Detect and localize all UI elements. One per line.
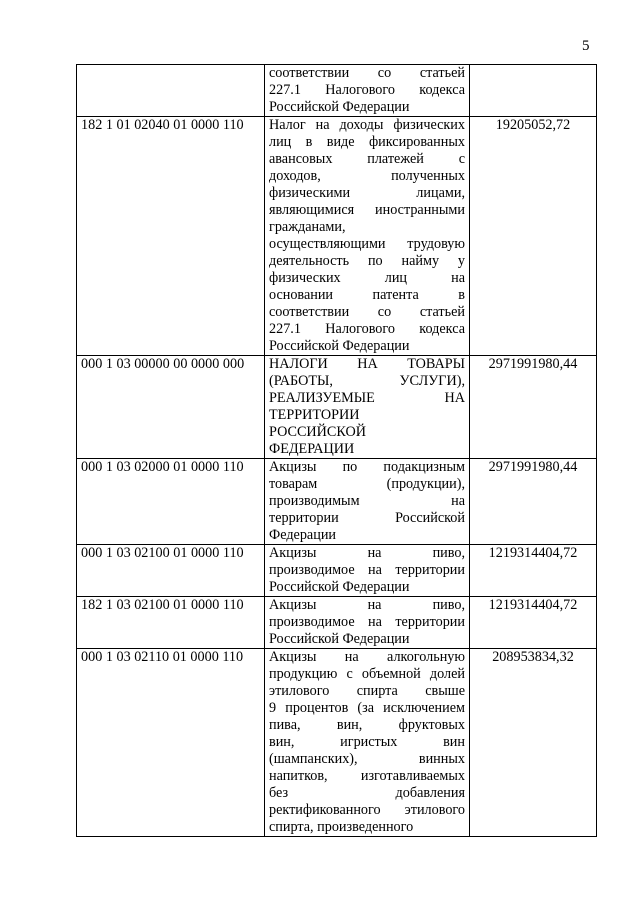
revenue-name-line: продукцию с объемной долей [269,666,465,682]
revenue-name-line: осуществляющими трудовую [269,236,465,252]
table-row [77,356,597,459]
revenue-name-line: пива, вин, фруктовых [269,717,465,733]
revenue-name-line: производимым на [269,493,465,509]
revenue-name-line: Российской Федерации [269,579,410,595]
revenue-name-line: НАЛОГИ НА ТОВАРЫ [269,356,465,372]
revenue-name-line: Российской Федерации [269,99,410,115]
revenue-name-line: спирта, произведенного [269,819,414,835]
revenue-name-line: РЕАЛИЗУЕМЫЕ НА [269,390,465,406]
revenue-name-line: Акцизы по подакцизным [269,459,465,475]
budget-code-cell: 000 1 03 02100 01 0000 110 [77,545,265,597]
revenue-name-line: вин, игристых вин [269,734,465,750]
budget-revenue-table [76,64,597,837]
table-row [77,545,597,597]
revenue-name-line: Акцизы на алкогольную [269,649,465,665]
revenue-name-cell [265,459,470,545]
revenue-name-line: ФЕДЕРАЦИИ [269,441,355,457]
revenue-name-line: (РАБОТЫ, УСЛУГИ), [269,373,465,389]
revenue-name-cell [265,65,470,117]
budget-code-cell: 000 1 03 00000 00 0000 000 [77,356,265,459]
amount-cell: 19205052,72 [470,117,597,356]
revenue-name-line: физических лиц на [269,270,465,286]
revenue-name-cell [265,117,470,356]
table-row [77,65,597,117]
budget-code-cell: 000 1 03 02110 01 0000 110 [77,649,265,837]
revenue-name-line: без добавления [269,785,465,801]
revenue-name-cell [265,649,470,837]
revenue-name-line: производимое на территории [269,562,465,578]
revenue-name-line: производимое на территории [269,614,465,630]
revenue-name-line: Налог на доходы физических [269,117,465,133]
amount-cell: 2971991980,44 [470,356,597,459]
amount-cell: 208953834,32 [470,649,597,837]
revenue-name-cell [265,545,470,597]
table-row [77,597,597,649]
revenue-name-line: Акцизы на пиво, [269,545,465,561]
revenue-name-line: соответствии со статьей [269,65,465,81]
revenue-name-line: являющимися иностранными [269,202,465,218]
amount-cell: 1219314404,72 [470,597,597,649]
revenue-name-line: ТЕРРИТОРИИ [269,407,360,423]
budget-code-cell: 182 1 03 02100 01 0000 110 [77,597,265,649]
revenue-name-line: 227.1 Налогового кодекса [269,321,465,337]
revenue-name-line: деятельность по найму у [269,253,465,269]
revenue-name-line: Акцизы на пиво, [269,597,465,613]
revenue-name-line: (шампанских), винных [269,751,465,767]
revenue-name-line: ректификованного этилового [269,802,465,818]
table-row [77,649,597,837]
revenue-name-cell [265,356,470,459]
revenue-name-line: гражданами, [269,219,346,235]
revenue-name-line: лиц в виде фиксированных [269,134,465,150]
revenue-name-line: 227.1 Налогового кодекса [269,82,465,98]
table-row [77,117,597,356]
revenue-name-line: авансовых платежей с [269,151,465,167]
amount-cell: 2971991980,44 [470,459,597,545]
page-number: 5 [582,38,590,54]
revenue-name-line: Российской Федерации [269,338,410,354]
revenue-name-line: напитков, изготавливаемых [269,768,465,784]
revenue-name-line: РОССИЙСКОЙ [269,424,366,440]
revenue-name-line: основании патента в [269,287,465,303]
revenue-name-cell [265,597,470,649]
revenue-name-line: доходов, полученных [269,168,465,184]
revenue-name-line: этилового спирта свыше [269,683,465,699]
revenue-name-line: товарам (продукции), [269,476,465,492]
table-row [77,459,597,545]
revenue-name-line: соответствии со статьей [269,304,465,320]
amount-cell [470,65,597,117]
revenue-name-line: Российской Федерации [269,631,410,647]
revenue-name-line: 9 процентов (за исключением [269,700,465,716]
revenue-name-line: Федерации [269,527,337,543]
amount-cell: 1219314404,72 [470,545,597,597]
revenue-name-line: физическими лицами, [269,185,465,201]
revenue-name-line: территории Российской [269,510,465,526]
budget-code-cell [77,65,265,117]
budget-code-cell: 182 1 01 02040 01 0000 110 [77,117,265,356]
budget-code-cell: 000 1 03 02000 01 0000 110 [77,459,265,545]
